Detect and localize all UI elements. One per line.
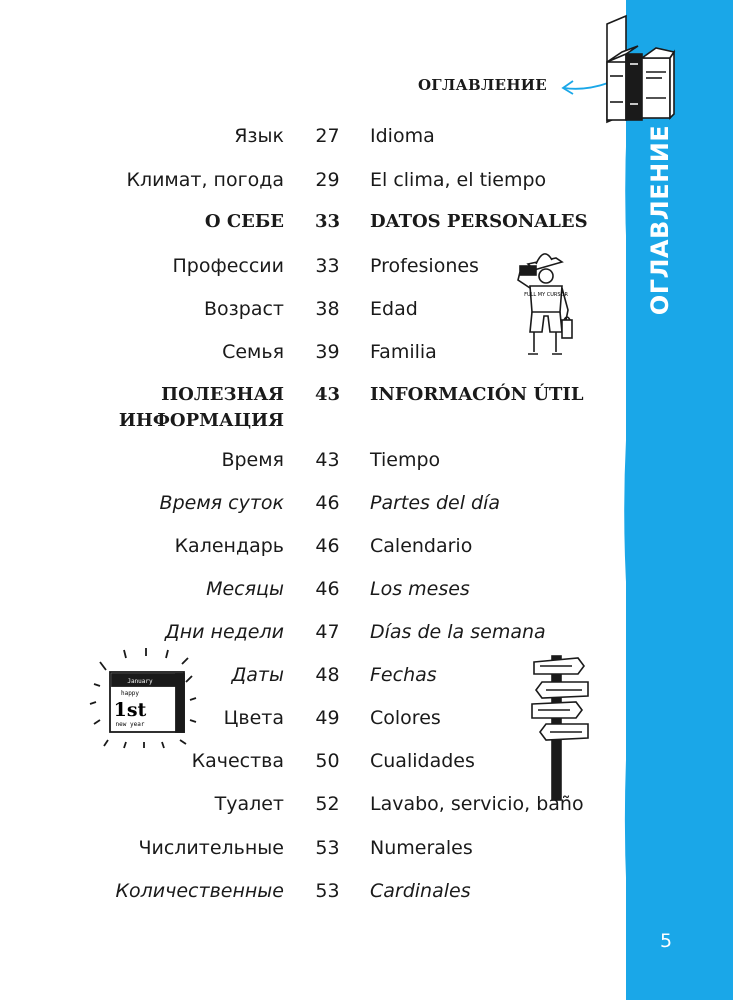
- toc-row[interactable]: [0, 533, 620, 563]
- sidebar-title: [638, 124, 682, 316]
- toc-es: INFORMACIÓN ÚTIL: [370, 384, 584, 405]
- toc-ru: Климат, погода: [126, 169, 284, 191]
- calendar-month: January: [127, 678, 153, 685]
- calendar-line1: happy: [120, 690, 140, 697]
- toc-es: Colores: [370, 707, 441, 729]
- toc-es: Los meses: [370, 578, 470, 600]
- toc-row[interactable]: [0, 619, 620, 649]
- toc-page: 33: [315, 255, 340, 277]
- toc-ru: Дни недели: [164, 621, 284, 643]
- toc-row[interactable]: [0, 878, 620, 908]
- toc-ru: Даты: [231, 664, 284, 686]
- toc-ru: Качества: [191, 750, 284, 772]
- toc-es: El clima, el tiempo: [370, 169, 547, 191]
- toc-page: 39: [315, 341, 340, 363]
- toc-es: Cualidades: [370, 750, 475, 772]
- toc-es: Calendario: [370, 535, 473, 557]
- toc-ru: Месяцы: [206, 578, 284, 600]
- toc-ru: Туалет: [214, 793, 284, 815]
- toc-row[interactable]: [0, 835, 620, 865]
- toc-row[interactable]: [0, 339, 620, 369]
- toc-page: 46: [315, 492, 340, 514]
- calendar-day: 1st: [113, 699, 147, 721]
- tourist-shirt-text: FULL MY CURSOR: [524, 292, 568, 298]
- toc-es: Idioma: [370, 125, 435, 147]
- toc-row[interactable]: [0, 490, 620, 520]
- toc-page: 33: [314, 211, 341, 232]
- toc-row[interactable]: [0, 253, 620, 283]
- toc-ru: Цвета: [223, 707, 284, 729]
- toc-page: 29: [315, 169, 340, 191]
- toc-es: DATOS PERSONALES: [370, 211, 588, 232]
- toc-es: Lavabo, servicio, baño: [370, 793, 584, 815]
- toc-page: 50: [315, 750, 340, 772]
- toc-page: 48: [315, 664, 340, 686]
- toc-ru: Язык: [234, 125, 284, 147]
- toc-row[interactable]: [0, 791, 620, 821]
- toc-page: 52: [315, 793, 340, 815]
- toc-ru: Календарь: [174, 535, 284, 557]
- toc-ru: Семья: [222, 341, 284, 363]
- toc-es: Días de la semana: [370, 621, 546, 643]
- books-icon: [600, 42, 676, 124]
- toc-page: 47: [315, 621, 340, 643]
- sidebar-title-text: ОГЛАВЛЕНИЕ: [646, 124, 675, 316]
- toc-section-row[interactable]: [0, 209, 620, 239]
- toc-page: 46: [315, 578, 340, 600]
- toc-row[interactable]: [0, 123, 620, 153]
- toc-ru: Профессии: [172, 255, 284, 277]
- toc-es: Partes del día: [370, 492, 501, 514]
- page-number: 5: [659, 930, 673, 952]
- toc-es: Fechas: [370, 664, 437, 686]
- toc-row[interactable]: [0, 748, 620, 778]
- toc-ru: ПОЛЕЗНАЯ ИНФОРМАЦИЯ: [118, 384, 284, 431]
- toc-ru: Время: [221, 449, 284, 471]
- toc-page: 53: [315, 837, 340, 859]
- toc-page: 46: [315, 535, 340, 557]
- toc-section-row[interactable]: [0, 382, 620, 432]
- toc-ru: Возраст: [204, 298, 284, 320]
- toc-row[interactable]: [0, 447, 620, 477]
- toc-page: 38: [315, 298, 340, 320]
- toc-ru: Количественные: [115, 880, 284, 902]
- toc-page: 43: [315, 449, 340, 471]
- toc-ru: О СЕБЕ: [204, 211, 284, 232]
- toc-es: Edad: [370, 298, 418, 320]
- toc-es: Cardinales: [370, 880, 471, 902]
- toc-es: Numerales: [370, 837, 473, 859]
- toc-page: 53: [315, 880, 340, 902]
- toc-page: 49: [315, 707, 340, 729]
- toc-page: 27: [315, 125, 340, 147]
- toc-row[interactable]: [0, 167, 620, 197]
- calendar-line2: new year: [115, 721, 145, 728]
- toc-row[interactable]: [0, 576, 620, 606]
- toc-row[interactable]: [0, 296, 620, 326]
- page-title: ОГЛАВЛЕНИЕ: [417, 76, 547, 94]
- toc-es: Profesiones: [370, 255, 479, 277]
- toc-es: Tiempo: [370, 449, 441, 471]
- toc-row[interactable]: [0, 705, 620, 735]
- toc-ru: Время суток: [159, 492, 284, 514]
- toc-ru: Числительные: [138, 837, 284, 859]
- toc-es: Familia: [370, 341, 437, 363]
- toc-page: 43: [314, 384, 341, 405]
- toc-row[interactable]: [0, 662, 620, 692]
